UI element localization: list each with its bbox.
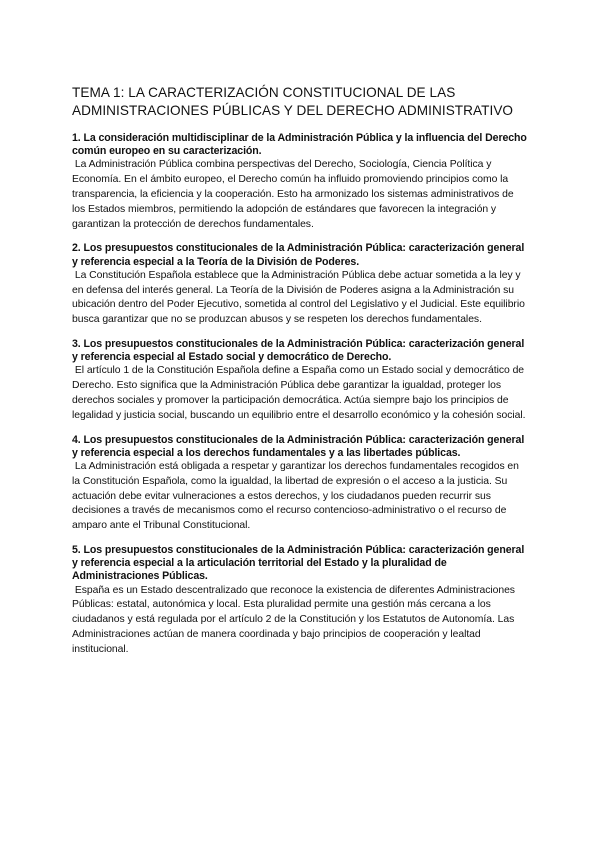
document-page [72, 84, 528, 668]
section-4 [72, 434, 528, 534]
section-heading: 4. Los presupuestos constitucionales de la Administración Pública: caracterización general y referencia especial a los derechos fundamentales y a las libertades públicas. [72, 433, 525, 459]
section-3 [72, 338, 528, 424]
section-body: La Administración Pública combina perspectivas del Derecho, Sociología, Ciencia Política y Economía. En el ámbito europeo, el Derecho común ha influido promoviendo principios como la transparencia, la eficiencia y la cooperación. Esto ha armonizado los sistemas administrativos de los Estados miembros, permitiendo la adopción de estándares que favorecen la integración y garantizan la protección de derechos fundamentales. [72, 159, 517, 230]
section-2 [72, 242, 528, 328]
section-5 [72, 544, 528, 658]
section-heading: 1. La consideración multidisciplinar de la Administración Pública y la influencia del Derecho común europeo en su caracterización. [72, 132, 527, 158]
section-body: España es un Estado descentralizado que reconoce la existencia de diferentes Administraciones Públicas: estatal, autonómica y local. Esta pluralidad permite una gestión más cercana a los ciudadanos y está regulada por el artículo 2 de la Constitución y los Estatutos de Autonomía. Las Administraciones actúan de manera coordinada y bajo principios de cooperación y lealtad institucional. [72, 584, 518, 655]
section-heading: 3. Los presupuestos constitucionales de la Administración Pública: caracterización general y referencia especial al Estado social y democrático de Derecho. [72, 337, 525, 364]
section-body: La Constitución Española establece que la Administración Pública debe actuar sometida a la ley y en defensa del interés general. La Teoría de la División de Poderes asigna a la Administración su ubicación dentro del Poder Ejecutivo, sometida al control del Legislativo y el Judicial. Este equilibrio busca garantizar que no se produzcan abusos y se respeten los derechos fundamentales. [72, 269, 528, 326]
section-body: La Administración está obligada a respetar y garantizar los derechos fundamentales recogidos en la Constitución Española, como la igualdad, la libertad de expresión o el acceso a la justicia. Su actuación debe evitar vulneraciones a estos derechos, y los ciudadanos pueden recurrir sus decisiones a través de mecanismos como el recurso contencioso-administrativo o el recurso de amparo ante el Tribunal Constitucional. [72, 460, 522, 532]
section-heading: 5. Los presupuestos constitucionales de la Administración Pública: caracterización general y referencia especial a la articulación territorial del Estado y la pluralidad de Administraciones Públicas. [72, 543, 525, 583]
section-1 [72, 132, 528, 232]
document-title: TEMA 1: LA CARACTERIZACIÓN CONSTITUCIONAL DE LAS ADMINISTRACIONES PÚBLICAS Y DEL DERECHO ADMINISTRATIVO [72, 85, 514, 118]
section-body: El artículo 1 de la Constitución Española define a España como un Estado social y democrático de Derecho. Esto significa que la Administración Pública debe garantizar la igualdad, proteger los derechos sociales y promover la participación democrática. Actúa siempre bajo los principios de legalidad y justicia social, buscando un equilibrio entre el desarrollo económico y la cohesión social. [72, 365, 527, 421]
section-heading: 2. Los presupuestos constitucionales de la Administración Pública: caracterización general y referencia especial a la Teoría de la División de Poderes. [72, 242, 525, 268]
